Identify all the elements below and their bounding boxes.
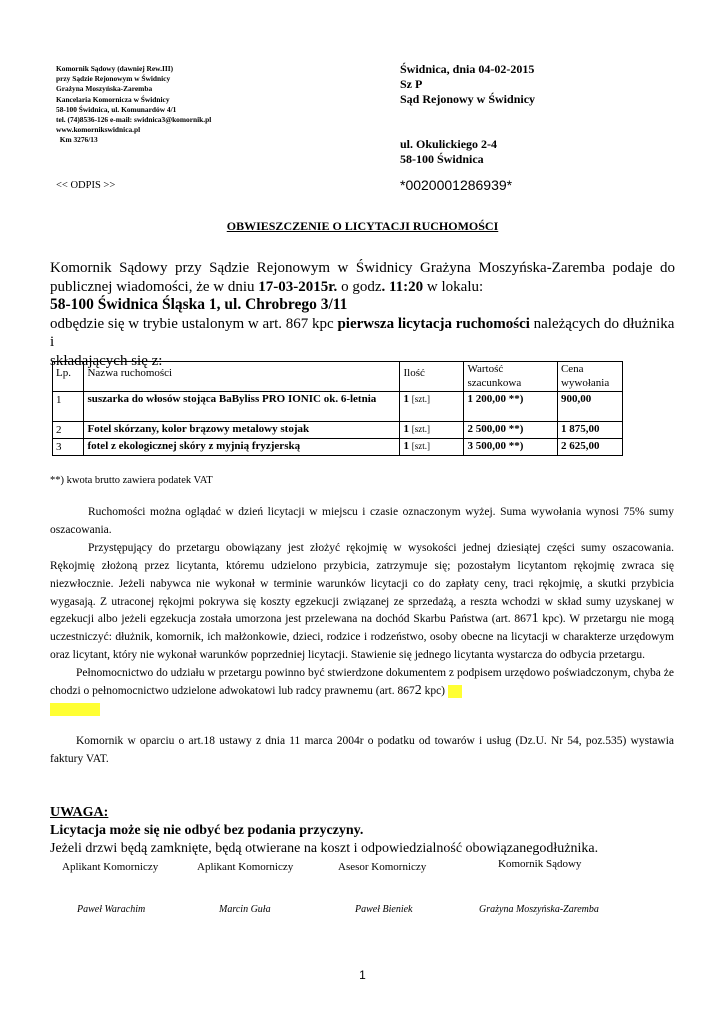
- header-line: www.komornikswidnica.pl: [56, 125, 141, 135]
- qty-value: 1: [403, 440, 409, 452]
- header-line: tel. (74)8536-126 e-mail: swidnica3@komornik.pl: [56, 115, 212, 125]
- signatory-name: Grażyna Moszyńska-Zaremba: [479, 904, 599, 915]
- barcode-number: *0020001286939*: [400, 177, 513, 193]
- highlight-mark: [448, 685, 462, 698]
- case-number: Km 3276/13: [56, 135, 98, 145]
- qty-unit: [szt.]: [411, 441, 430, 451]
- highlight-mark: [50, 703, 100, 716]
- viewing-paragraph: Ruchomości można oglądać w dzień licytacji w miejscu i czasie oznaczonym wyżej. Suma wywołania wynosi 75% sumy oszacowania.: [50, 506, 674, 536]
- first-auction-label: pierwsza licytacja ruchomości: [337, 315, 530, 332]
- qty-unit: [szt.]: [411, 394, 430, 404]
- column-header-name: Nazwa ruchomości: [84, 362, 400, 392]
- cell-qty: [400, 422, 464, 439]
- column-header-qty: Ilość: [400, 362, 464, 392]
- intro-text: odbędzie się w trybie ustalonym w art. 867 kpc: [50, 315, 338, 332]
- vat-invoice-paragraph: Komornik w oparciu o art.18 ustawy z dnia 11 marca 2004r o podatku od towarów i usług (Dz.U. Nr 54, poz.535) wystawia faktury VAT.: [50, 734, 674, 765]
- intro-text: o godz: [337, 278, 382, 295]
- cell-qty: [400, 392, 464, 422]
- qty-value: 1: [403, 423, 409, 435]
- terms-section: [50, 504, 674, 769]
- recipient-court: Sąd Rejonowy w Świdnicy: [400, 92, 536, 106]
- recipient-salutation: Sz P: [400, 77, 423, 91]
- cell-lp: 2: [53, 422, 84, 439]
- paragraph-text: kpc): [421, 685, 446, 698]
- cell-name: Fotel skórzany, kolor brązowy metalowy stojak: [84, 422, 400, 439]
- qty-unit: [szt.]: [411, 424, 430, 434]
- intro-line: [50, 315, 675, 352]
- paragraph-text: kpc). W przetargu nie mogą uczestniczyć: dłużnik, komornik, ich małżonkowie, dzieci, rodzice i rodzeństwo, osoby obecne na licytacji w charakterze urzędowym oraz licytant, który nie wykonał warunków poprzedniej licytacji. Stawienie się jednego licytanta wystarcza do odbycia przetargu.: [50, 613, 674, 662]
- auction-time: . 11:20: [381, 278, 424, 295]
- paragraph-text: Przystępujący do przetargu obowiązany jest złożyć rękojmię w wysokości jednej dziesiątej części sumy oszacowania. Rękojmię złożoną przez licytanta, któremu udzielono przybicia, zatrzymuje się; pozostałym licytantom rękojmię zwraca się niezwłocznie. Jeżeli nabywca nie wykonał w terminie warunków licytacji co do zapłaty ceny, traci rękojmię, a skutki przybicia wygasają. Z utraconej rękojmi pokrywa się koszty egzekucji związanej ze sprzedażą, a reszta wchodzi w skład sumy uzyskanej w egzekucji albo jeżeli egzekucja została umorzona jest przelewana na dochód Skarbu Państwa (art. 867: [50, 541, 674, 626]
- notice-line: Licytacja może się nie odbyć bez podania przyczyny.: [50, 823, 364, 838]
- article-superscript: 1: [531, 611, 539, 627]
- cell-price: 2 625,00: [557, 439, 622, 456]
- cell-qty: [400, 439, 464, 456]
- notice-line: Jeżeli drzwi będą zamknięte, będą otwierane na koszt i odpowiedzialność obowiązanegodłużnika.: [50, 841, 599, 856]
- intro-text: należących do dłużnika i: [50, 315, 675, 351]
- intro-line: Komornik Sądowy przy Sądzie Rejonowym w Świdnicy Grażyna Moszyńska-Zaremba podaje do: [50, 260, 675, 276]
- signature-role: Aplikant Komorniczy: [197, 861, 294, 873]
- signature-role: Asesor Komorniczy: [338, 861, 427, 873]
- cell-price: 900,00: [557, 392, 622, 422]
- column-header-value: Wartość szacunkowa: [464, 362, 557, 392]
- signature-role: Komornik Sądowy: [498, 858, 582, 870]
- recipient-block: [400, 62, 535, 107]
- auction-location: 58-100 Świdnica Śląska 1, ul. Chrobrego 3/11: [50, 296, 348, 314]
- header-line: 58-100 Świdnica, ul. Komunardów 4/1: [56, 104, 177, 114]
- table-row: [53, 422, 623, 439]
- article-superscript: 2: [414, 683, 422, 699]
- header-line: Kancelaria Komornicza w Świdnicy: [56, 94, 170, 104]
- cell-value: 1 200,00 **): [464, 392, 557, 422]
- document-title: OBWIESZCZENIE O LICYTACJI RUCHOMOŚCI: [226, 219, 499, 233]
- header-line: Komornik Sądowy (dawniej Rew.III): [56, 64, 174, 73]
- bailiff-office-header: [56, 64, 316, 146]
- intro-text: publicznej wiadomości, że w dniu: [50, 278, 259, 295]
- place-and-date: Świdnica, dnia 04-02-2015: [400, 62, 535, 76]
- table-row: [53, 392, 623, 422]
- table-header-row: [53, 362, 623, 392]
- intro-date-line: [50, 278, 675, 297]
- cell-price: 1 875,00: [557, 422, 622, 439]
- auction-date: 17-03-2015r.: [258, 278, 338, 295]
- column-header-lp: Lp.: [53, 362, 84, 392]
- cell-value: 2 500,00 **): [464, 422, 557, 439]
- cell-name: suszarka do włosów stojąca BaByliss PRO IONIC ok. 6-letnia: [84, 392, 400, 422]
- qty-value: 1: [403, 393, 409, 405]
- auction-intro: [50, 259, 675, 371]
- page-number: 1: [359, 968, 366, 982]
- power-of-attorney-paragraph: [50, 665, 674, 716]
- cell-lp: 3: [53, 439, 84, 456]
- recipient-street: ul. Okulickiego 2-4: [400, 137, 498, 151]
- table-row: [53, 439, 623, 456]
- column-header-price: Cena wywołania: [557, 362, 622, 392]
- intro-line: składających się z:: [50, 352, 163, 369]
- cell-name: fotel z ekologicznej skóry z myjnią fryzjerską: [84, 439, 400, 456]
- cell-value: 3 500,00 **): [464, 439, 557, 456]
- signatory-name: Paweł Bieniek: [355, 904, 413, 915]
- deposit-paragraph: [50, 540, 674, 665]
- items-table: [52, 361, 623, 456]
- vat-note: **) kwota brutto zawiera podatek VAT: [50, 475, 213, 486]
- copy-mark: << ODPIS >>: [56, 180, 116, 191]
- recipient-address: [400, 137, 497, 167]
- intro-text: w lokalu:: [423, 278, 484, 295]
- signature-role: Aplikant Komorniczy: [62, 861, 159, 873]
- header-line: przy Sądzie Rejonowym w Świdnicy: [56, 74, 171, 84]
- signatory-name: Marcin Guła: [219, 904, 271, 915]
- recipient-city: 58-100 Świdnica: [400, 152, 484, 166]
- header-line: Grażyna Moszyńska-Zaremba: [56, 84, 153, 94]
- paragraph-text: Pełnomocnictwo do udziału w przetargu powinno być stwierdzone dokumentem z podpisem urzędowo poświadczonym, chyba że chodzi o pełnomocnictwo udzielone adwokatowi lub radcy prawnemu (art. 867: [50, 667, 674, 698]
- notice-section: [50, 804, 598, 858]
- notice-label: UWAGA:: [50, 805, 109, 820]
- cell-lp: 1: [53, 392, 84, 422]
- signatory-name: Paweł Warachim: [77, 904, 146, 915]
